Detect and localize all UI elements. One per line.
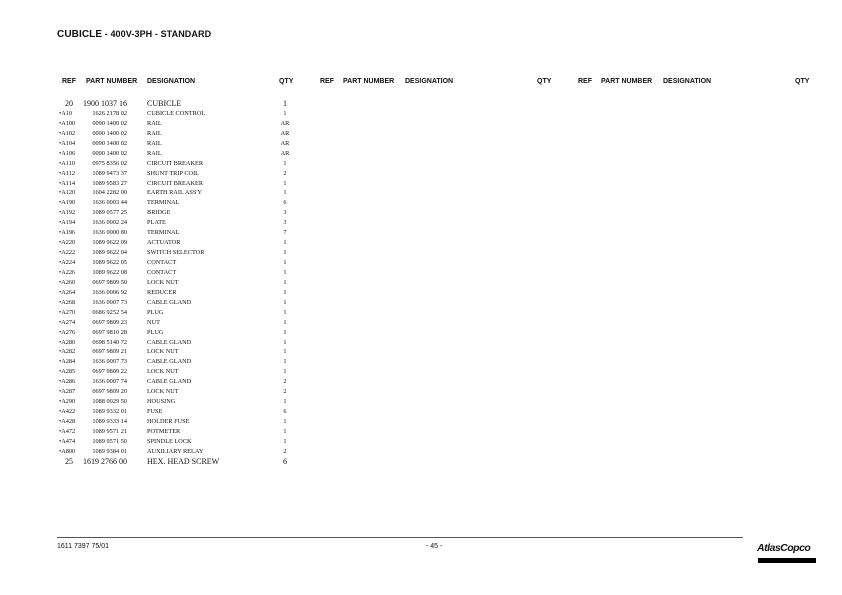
row-part-number: 1089 0577 25 — [92, 209, 127, 217]
row-part-number: 0090 1400 02 — [92, 139, 127, 147]
row-designation: FUSE — [147, 408, 163, 416]
row-part-number: 1089 9384 01 — [92, 447, 127, 455]
row-qty: 1 — [283, 268, 287, 276]
row-qty: AR — [280, 139, 290, 147]
row-part-number: 0697 9809 50 — [92, 278, 127, 286]
row-part-number: 0090 1400 02 — [92, 149, 127, 157]
row-designation: CABLE GLAND — [147, 358, 192, 366]
row-ref: •A472 — [59, 427, 76, 435]
row-designation: CABLE GLAND — [147, 338, 192, 346]
row-part-number: 0090 1400 02 — [92, 119, 127, 127]
row-designation: LOCK NUT — [147, 368, 179, 376]
row-ref: •A226 — [59, 268, 76, 276]
row-ref: •A280 — [59, 338, 76, 346]
row-designation: POTMETER — [147, 427, 181, 435]
row-designation: LOCK NUT — [147, 388, 179, 396]
row-ref: •A270 — [59, 308, 76, 316]
table-row — [0, 228, 400, 238]
row-designation: BRIDGE — [147, 209, 171, 217]
row-designation: HEX. HEAD SCREW — [147, 456, 220, 466]
table-row — [0, 208, 400, 218]
title-main: CUBICLE — [57, 29, 103, 40]
row-part-number: 0697 9809 20 — [92, 388, 127, 396]
row-part-number: 0686 9252 54 — [92, 308, 127, 316]
row-ref: •A274 — [59, 318, 76, 326]
row-designation: CUBICLE — [147, 99, 182, 108]
row-part-number: 1636 0003 44 — [92, 199, 127, 207]
row-part-number: 1900 1037 16 — [83, 99, 127, 108]
row-designation: CONTACT — [147, 259, 177, 266]
table-row — [0, 377, 400, 387]
row-designation: HOUSING — [147, 398, 176, 406]
row-designation: EARTH RAIL ASS'Y — [147, 189, 203, 197]
row-ref: •A120 — [59, 189, 76, 197]
table-row — [0, 119, 400, 129]
row-part-number: 1636 0002 24 — [92, 219, 127, 227]
table-row — [0, 338, 400, 348]
row-ref: •A422 — [59, 408, 76, 416]
header-ref-2: REF — [320, 78, 334, 85]
table-row — [0, 397, 400, 407]
row-part-number: 1089 9622 04 — [92, 249, 127, 257]
row-qty: 6 — [283, 199, 287, 207]
row-part-number: 1089 9332 01 — [92, 408, 127, 416]
header-ref-3: REF — [578, 78, 592, 85]
row-part-number: 1089 9473 37 — [92, 169, 127, 177]
row-ref: •A260 — [59, 278, 76, 286]
row-part-number: 0698 5140 72 — [92, 338, 127, 346]
row-qty: AR — [280, 119, 290, 127]
row-designation: SWITCH SELECTOR — [147, 249, 205, 257]
table-row — [0, 278, 400, 288]
row-designation: SPINDLE LOCK — [147, 437, 192, 445]
row-qty: 3 — [283, 209, 287, 217]
table-row — [0, 129, 400, 139]
table-row — [0, 149, 400, 159]
row-qty: 2 — [283, 169, 287, 177]
row-ref: •A276 — [59, 328, 76, 336]
row-ref: •A224 — [59, 259, 76, 266]
table-row — [0, 308, 400, 318]
row-qty: 1 — [283, 328, 287, 336]
row-designation: RAIL — [147, 149, 162, 157]
table-row — [0, 328, 400, 338]
row-qty: 1 — [283, 239, 287, 247]
table-row — [0, 288, 400, 298]
row-qty: 2 — [283, 388, 287, 396]
row-part-number: 1636 0007 74 — [92, 378, 127, 386]
parts-list — [0, 99, 400, 467]
row-qty: 1 — [283, 298, 287, 306]
row-ref: •A286 — [59, 378, 76, 386]
table-row — [0, 347, 400, 357]
row-designation: RAIL — [147, 139, 162, 147]
row-qty: 1 — [283, 99, 287, 108]
row-part-number: 1636 0000 80 — [92, 229, 127, 237]
page-number: - 45 - — [426, 543, 443, 550]
header-qty-2: QTY — [537, 78, 552, 85]
row-ref: •A290 — [59, 398, 76, 406]
row-designation: AUXILIARY RELAY — [147, 447, 204, 455]
row-qty: 1 — [283, 437, 287, 445]
row-part-number: 0697 9809 21 — [92, 348, 127, 356]
row-designation: NUT — [147, 318, 160, 326]
row-qty: 1 — [283, 308, 287, 316]
row-part-number: 1636 0007 73 — [92, 298, 127, 306]
table-row — [0, 188, 400, 198]
row-ref: •A104 — [59, 139, 76, 147]
row-ref: •A196 — [59, 229, 76, 237]
table-row — [0, 447, 400, 457]
row-qty: 1 — [283, 159, 287, 167]
row-designation: REDUCER — [147, 288, 177, 296]
row-designation: PLUG — [147, 308, 164, 316]
row-ref: •A10 — [59, 109, 73, 117]
row-designation: CIRCUIT BREAKER — [147, 159, 204, 167]
logo-text: AtlasCopco — [757, 542, 811, 554]
row-designation: RAIL — [147, 119, 162, 127]
row-part-number: 1089 9622 09 — [92, 239, 127, 247]
table-row — [0, 427, 400, 437]
row-qty: 2 — [283, 447, 287, 455]
table-row — [0, 417, 400, 427]
table-row — [0, 298, 400, 308]
row-ref: •A192 — [59, 209, 76, 217]
row-qty: 1 — [283, 179, 287, 187]
row-ref: •A284 — [59, 358, 76, 366]
header-designation-1: DESIGNATION — [147, 78, 196, 85]
row-part-number: 1089 9622 08 — [92, 268, 127, 276]
header-designation-3: DESIGNATION — [663, 78, 712, 85]
page-title — [57, 29, 211, 40]
row-part-number: 1619 2766 00 — [83, 456, 127, 466]
header-part-2: PART NUMBER — [343, 78, 395, 85]
row-part-number: 1636 0006 92 — [92, 288, 127, 296]
table-row — [0, 139, 400, 149]
row-qty: 1 — [283, 249, 287, 257]
table-row — [0, 407, 400, 417]
row-designation: CIRCUIT BREAKER — [147, 179, 204, 187]
row-qty: 1 — [283, 418, 287, 425]
row-ref: •A190 — [59, 199, 76, 207]
row-ref: 25 — [65, 456, 73, 466]
table-row — [0, 238, 400, 248]
row-qty: 1 — [283, 259, 287, 266]
table-row — [0, 179, 400, 189]
row-part-number: 1089 9583 27 — [92, 179, 127, 187]
row-qty: 2 — [283, 378, 287, 386]
row-part-number: 1088 0029 50 — [92, 398, 127, 406]
table-row — [0, 99, 400, 109]
row-qty: 7 — [283, 229, 287, 237]
logo-bar — [758, 558, 816, 563]
row-ref: •A264 — [59, 288, 76, 296]
row-designation: CABLE GLAND — [147, 378, 192, 386]
row-designation: RAIL — [147, 129, 162, 137]
row-ref: •A100 — [59, 119, 76, 127]
row-ref: •A282 — [59, 348, 76, 356]
atlas-copco-logo — [757, 540, 817, 568]
row-ref: •A110 — [59, 159, 75, 167]
row-part-number: 1089 9571 21 — [92, 427, 127, 435]
row-ref: •A220 — [59, 239, 76, 247]
row-qty: 1 — [283, 358, 287, 366]
row-designation: PLUG — [147, 328, 164, 336]
row-qty: 1 — [283, 109, 287, 117]
row-designation: SHUNT TRIP COIL — [147, 169, 200, 177]
row-qty: 1 — [283, 278, 287, 286]
row-qty: AR — [280, 149, 290, 157]
row-qty: AR — [280, 129, 290, 137]
row-ref: •A428 — [59, 418, 76, 425]
row-qty: 3 — [283, 219, 287, 227]
row-ref: 20 — [65, 99, 73, 108]
table-row — [0, 357, 400, 367]
document-number: 1611 7397 75/01 — [57, 543, 110, 550]
row-designation: HOLDER FUSE — [147, 418, 190, 425]
row-designation: LOCK NUT — [147, 278, 179, 286]
row-ref: •A106 — [59, 149, 76, 157]
header-part-1: PART NUMBER — [86, 78, 138, 85]
table-row — [0, 109, 400, 119]
row-ref: •A268 — [59, 298, 76, 306]
row-qty: 1 — [283, 348, 287, 356]
header-qty-1: QTY — [279, 78, 294, 85]
row-part-number: 0090 1400 02 — [92, 129, 127, 137]
table-row — [0, 457, 400, 467]
row-qty: 6 — [283, 456, 287, 466]
row-part-number: 0697 9809 22 — [92, 368, 127, 376]
row-ref: •A800 — [59, 447, 76, 455]
header-qty-3: QTY — [795, 78, 810, 85]
row-part-number: 1089 9333 14 — [92, 418, 127, 425]
row-designation: ACTUATOR — [147, 239, 181, 247]
row-part-number: 1089 9622 05 — [92, 259, 127, 266]
row-ref: •A287 — [59, 388, 76, 396]
footer-divider — [57, 537, 743, 538]
row-qty: 1 — [283, 288, 287, 296]
table-row — [0, 198, 400, 208]
row-part-number: 0697 9809 23 — [92, 318, 127, 326]
row-designation: CABLE GLAND — [147, 298, 192, 306]
table-row — [0, 387, 400, 397]
row-ref: •A114 — [59, 179, 75, 187]
row-ref: •A102 — [59, 129, 76, 137]
header-part-3: PART NUMBER — [601, 78, 653, 85]
row-ref: •A474 — [59, 437, 76, 445]
table-row — [0, 318, 400, 328]
row-part-number: 0697 9810 28 — [92, 328, 127, 336]
table-row — [0, 248, 400, 258]
row-qty: 1 — [283, 318, 287, 326]
header-ref-1: REF — [62, 78, 76, 85]
row-designation: TERMINAL — [147, 229, 180, 237]
title-sub: - 400V-3PH - STANDARD — [102, 29, 212, 39]
table-row — [0, 159, 400, 169]
table-row — [0, 258, 400, 268]
table-row — [0, 169, 400, 179]
row-part-number: 1626 2178 02 — [92, 109, 127, 117]
row-designation: CUBICLE CONTROL — [147, 109, 206, 117]
table-row — [0, 437, 400, 447]
header-designation-2: DESIGNATION — [405, 78, 454, 85]
table-row — [0, 367, 400, 377]
table-row — [0, 218, 400, 228]
row-qty: 1 — [283, 338, 287, 346]
row-ref: •A222 — [59, 249, 76, 257]
row-ref: •A285 — [59, 368, 76, 376]
row-designation: CONTACT — [147, 268, 177, 276]
row-qty: 6 — [283, 408, 287, 416]
row-part-number: 0975 8356 02 — [92, 159, 127, 167]
row-qty: 1 — [283, 189, 287, 197]
row-designation: TERMINAL — [147, 199, 180, 207]
row-qty: 1 — [283, 398, 287, 406]
row-ref: •A194 — [59, 219, 76, 227]
row-part-number: 1604 2282 00 — [92, 189, 127, 197]
row-qty: 1 — [283, 427, 287, 435]
row-part-number: 1636 0007 73 — [92, 358, 127, 366]
row-qty: 1 — [283, 368, 287, 376]
row-part-number: 1089 9571 50 — [92, 437, 127, 445]
row-designation: LOCK NUT — [147, 348, 179, 356]
row-designation: PLATE — [147, 219, 166, 227]
row-ref: •A112 — [59, 169, 75, 177]
table-row — [0, 268, 400, 278]
